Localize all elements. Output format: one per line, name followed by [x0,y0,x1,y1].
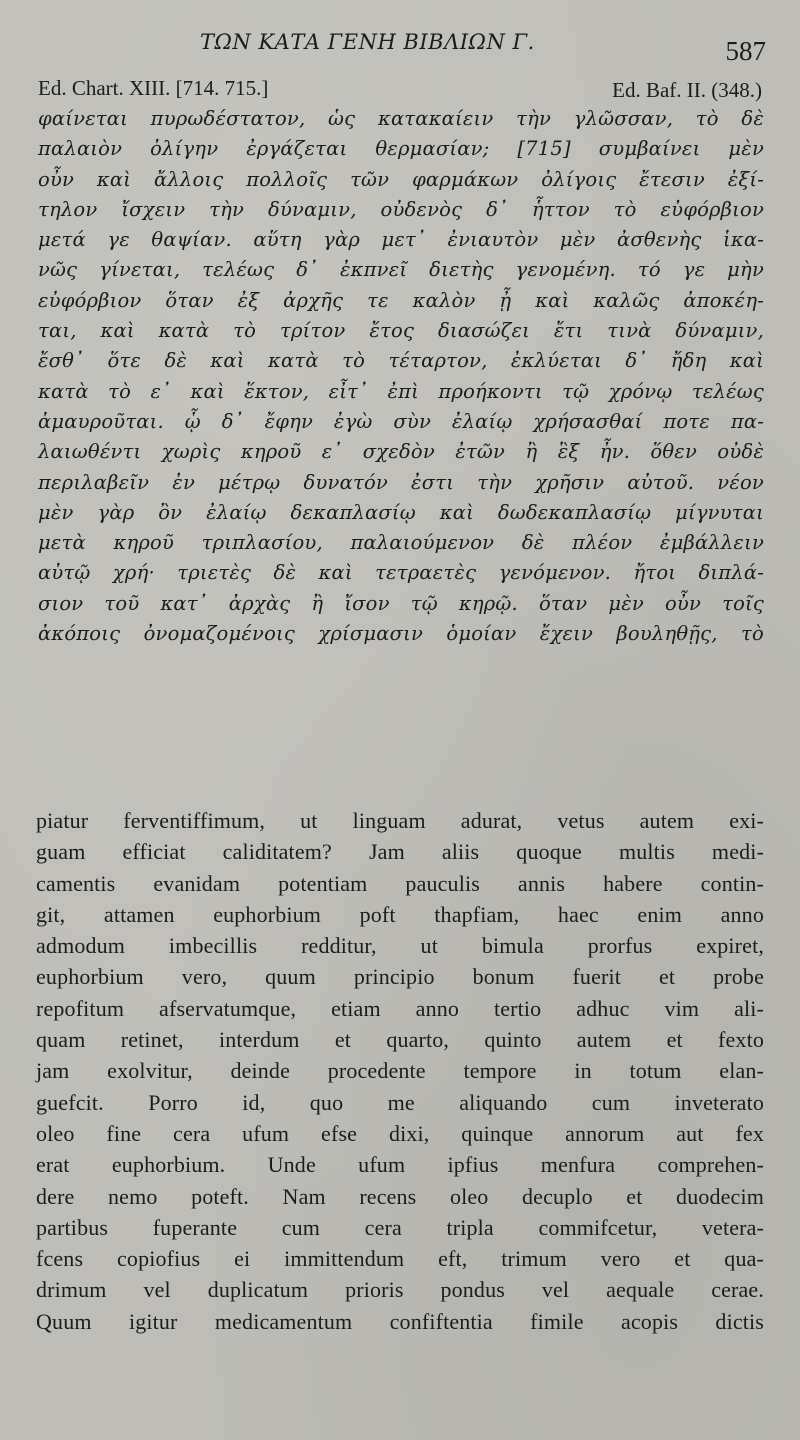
latin-line: fcens copiofius ei immittendum eft, trimum vero et qua- [36,1246,764,1272]
running-title: ΤΩΝ ΚΑΤΑ ΓΕΝΗ ΒΙΒΛΙΩΝ Γ. [200,30,535,54]
greek-text-block [38,104,764,649]
greek-line: οὖν καὶ ἄλλοις πολλοῖς τῶν φαρμάκων ὀλίγοις ἔτεσιν ἐξί- [38,167,764,191]
page-number: 587 [725,36,766,66]
latin-line: guam efficiat caliditatem? Jam aliis quoque multis medi- [36,839,764,865]
latin-line: oleo fine cera ufum efse dixi, quinque annorum aut fex [36,1120,764,1146]
greek-line: κατὰ τὸ ε᾽ καὶ ἕκτον, εἶτ᾽ ἐπὶ προήκοντι τῷ χρόνῳ τελέως [38,379,764,403]
greek-line: φαίνεται πυρωδέστατον, ὡς κατακαίειν τὴν γλῶσσαν, τὸ δὲ [38,107,764,130]
latin-line: quam retinet, interdum et quarto, quinto autem et fexto [36,1027,764,1053]
greek-line: σιον τοῦ κατ᾽ ἀρχὰς ἢ ἴσον τῷ κηρῷ. ὅταν μὲν οὖν τοῖς [38,591,764,615]
latin-line: jam exolvitur, deinde procedente tempore in totum elan- [36,1058,764,1084]
greek-line: μὲν γὰρ ὂν ἐλαίῳ δεκαπλασίῳ καὶ δωδεκαπλασίῳ μίγνυται [38,500,764,524]
latin-line: partibus fuperante cum cera tripla commifcetur, vetera- [36,1214,764,1240]
latin-line: erat euphorbium. Unde ufum ipfius menfura comprehen- [36,1152,764,1178]
greek-line: ἀκόποις ὀνομαζομένοις χρίσμασιν ὁμοίαν ἔχειν βουληθῇς, τὸ [38,622,764,646]
latin-line: repofitum afservatumque, etiam anno tertio adhuc vim ali- [36,995,764,1021]
latin-line: drimum vel duplicatum prioris pondus vel aequale cerae. [36,1277,764,1303]
greek-line: τηλον ἴσχειν τὴν δύναμιν, οὐδενὸς δ᾽ ἧττον τὸ εὐφόρβιον [38,197,764,221]
greek-line: λαιωθέντι χωρὶς κηροῦ ε᾽ σχεδὸν ἐτῶν ἢ ἓξ ἦν. ὅθεν οὐδὲ [38,440,764,464]
greek-line: ται, καὶ κατὰ τὸ τρίτον ἔτος διασώζει ἔτι τινὰ δύναμιν, [38,319,764,343]
latin-text-block [36,805,764,1337]
latin-line: Quum igitur medicamentum confiftentia fimile acopis dictis [36,1308,764,1334]
greek-line: ἀμαυροῦται. ᾧ δ᾽ ἔφην ἐγὼ σὺν ἐλαίῳ χρήσασθαί ποτε πα- [38,409,764,433]
greek-line: περιλαβεῖν ἐν μέτρῳ δυνατόν ἐστι τὴν χρῆσιν αὐτοῦ. νέον [38,470,764,494]
greek-line: ἔσθ᾽ ὅτε δὲ καὶ κατὰ τὸ τέταρτον, ἐκλύεται δ᾽ ἤδη καὶ [38,349,764,373]
greek-line: αὐτῷ χρή· τριετὲς δὲ καὶ τετραετὲς γενόμενον. ἤτοι διπλά- [38,561,764,585]
latin-line: guefcit. Porro id, quo me aliquando cum inveterato [36,1089,764,1115]
edition-reference-chartier: Ed. Chart. XIII. [714. 715.] [38,76,269,100]
latin-line: piatur ferventiffimum, ut linguam adurat, vetus autem exi- [36,808,764,833]
greek-line: μετά γε θαψίαν. αὕτη γὰρ μετ᾽ ἐνιαυτὸν μὲν ἀσθενὴς ἱκα- [38,228,764,252]
latin-line: euphorbium vero, quum principio bonum fuerit et probe [36,964,764,990]
greek-line: μετὰ κηροῦ τριπλασίου, παλαιούμενον δὲ πλέον ἐμβάλλειν [38,531,764,555]
latin-line: dere nemo poteft. Nam recens oleo decuplo et duodecim [36,1183,764,1209]
greek-line: νῶς γίνεται, τελέως δ᾽ ἐκπνεῖ διετὴς γενομένη. τό γε μὴν [38,258,764,282]
latin-line: admodum imbecillis redditur, ut bimula prorfus expiret, [36,933,764,959]
greek-line: εὐφόρβιον ὅταν ἐξ ἀρχῆς τε καλὸν ᾖ καὶ καλῶς ἀποκέη- [38,288,764,312]
latin-line: git, attamen euphorbium poft thapfiam, haec enim anno [36,901,764,927]
edition-reference-basel: Ed. Baf. II. (348.) [612,78,762,102]
latin-line: camentis evanidam potentiam pauculis annis habere contin- [36,870,764,896]
greek-line: παλαιὸν ὀλίγην ἐργάζεται θερμασίαν; [715] συμβαίνει μὲν [38,137,764,161]
